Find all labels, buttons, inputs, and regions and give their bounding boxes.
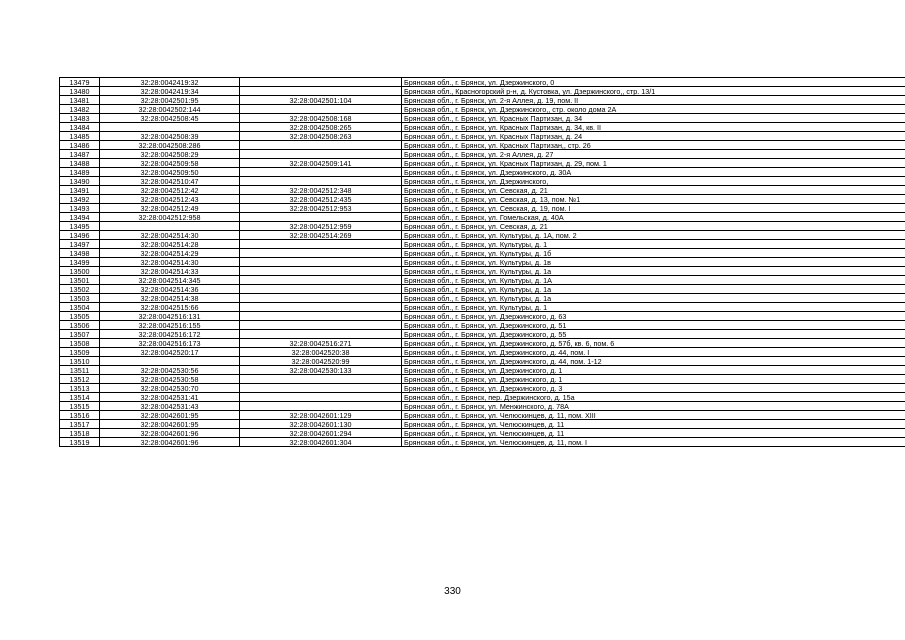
row-number-cell: 13499 <box>60 258 100 267</box>
row-number-cell: 13484 <box>60 123 100 132</box>
cadastral-number-cell: 32:28:0042515:66 <box>100 303 240 312</box>
row-number-cell: 13479 <box>60 78 100 87</box>
address-cell: Брянская обл., г. Брянск, ул. Культуры, д. 1 <box>402 240 905 249</box>
row-number-cell: 13515 <box>60 402 100 411</box>
cadastral-number-cell: 32:28:0042514:30 <box>100 258 240 267</box>
sub-object-number-cell: 32:28:0042512:348 <box>240 186 402 195</box>
cadastral-number-cell: 32:28:0042516:155 <box>100 321 240 330</box>
table-row <box>60 330 905 339</box>
row-number-cell: 13487 <box>60 150 100 159</box>
sub-object-number-cell: 32:28:0042516:271 <box>240 339 402 348</box>
address-cell: Брянская обл., г. Брянск, ул. Культуры, д. 1в <box>402 258 905 267</box>
row-number-cell: 13481 <box>60 96 100 105</box>
cadastral-number-cell: 32:28:0042514:38 <box>100 294 240 303</box>
table-row <box>60 132 905 141</box>
cadastral-number-cell: 32:28:0042512:958 <box>100 213 240 222</box>
address-cell: Брянская обл., г. Брянск, ул. Культуры, д. 1а <box>402 285 905 294</box>
sub-object-number-cell: 32:28:0042601:129 <box>240 411 402 420</box>
sub-object-number-cell <box>240 321 402 330</box>
row-number-cell: 13510 <box>60 357 100 366</box>
cadastral-number-cell: 32:28:0042520:17 <box>100 348 240 357</box>
cadastral-number-cell: 32:28:0042514:28 <box>100 240 240 249</box>
address-cell: Брянская обл., г. Брянск, ул. Дзержинского, д. 44, пом. 1-12 <box>402 357 905 366</box>
table-row <box>60 357 905 366</box>
cadastral-number-cell: 32:28:0042502:144 <box>100 105 240 114</box>
row-number-cell: 13508 <box>60 339 100 348</box>
row-number-cell: 13494 <box>60 213 100 222</box>
address-cell: Брянская обл., г. Брянск, ул. Севская, д. 21 <box>402 186 905 195</box>
address-cell: Брянская обл., г. Брянск, ул. Дзержинского, д. 44, пом. I <box>402 348 905 357</box>
cadastral-number-cell: 32:28:0042514:33 <box>100 267 240 276</box>
table-row <box>60 438 905 447</box>
address-cell: Брянская обл., г. Брянск, ул. Дзержинского, д. 63 <box>402 312 905 321</box>
cadastral-number-cell: 32:28:0042508:45 <box>100 114 240 123</box>
table-row <box>60 375 905 384</box>
sub-object-number-cell: 32:28:0042508:265 <box>240 123 402 132</box>
table-row <box>60 141 905 150</box>
address-cell: Брянская обл., г. Брянск, ул. Дзержинского, д. 55 <box>402 330 905 339</box>
address-cell: Брянская обл., г. Брянск, ул. Дзержинского, д. 1 <box>402 366 905 375</box>
table-row <box>60 159 905 168</box>
cadastral-number-cell: 32:28:0042601:95 <box>100 411 240 420</box>
row-number-cell: 13482 <box>60 105 100 114</box>
row-number-cell: 13505 <box>60 312 100 321</box>
address-cell: Брянская обл., г. Брянск, ул. Культуры, д. 1А, пом. 2 <box>402 231 905 240</box>
sub-object-number-cell <box>240 393 402 402</box>
row-number-cell: 13518 <box>60 429 100 438</box>
cadastral-number-cell: 32:28:0042516:131 <box>100 312 240 321</box>
sub-object-number-cell: 32:28:0042512:953 <box>240 204 402 213</box>
table-row <box>60 402 905 411</box>
sub-object-number-cell <box>240 249 402 258</box>
sub-object-number-cell <box>240 78 402 87</box>
sub-object-number-cell <box>240 240 402 249</box>
sub-object-number-cell <box>240 330 402 339</box>
table-row <box>60 177 905 186</box>
table-row <box>60 393 905 402</box>
row-number-cell: 13502 <box>60 285 100 294</box>
address-cell: Брянская обл., г. Брянск, ул. Красных Партизан, д. 29, пом. 1 <box>402 159 905 168</box>
table-row <box>60 96 905 105</box>
sub-object-number-cell: 32:28:0042514:269 <box>240 231 402 240</box>
sub-object-number-cell <box>240 312 402 321</box>
registry-table <box>59 77 905 447</box>
table-row <box>60 204 905 213</box>
cadastral-number-cell: 32:28:0042501:95 <box>100 96 240 105</box>
table-row <box>60 240 905 249</box>
address-cell: Брянская обл., г. Брянск, ул. Красных Партизан, д. 24 <box>402 132 905 141</box>
cadastral-number-cell: 32:28:0042514:29 <box>100 249 240 258</box>
cadastral-number-cell <box>100 222 240 231</box>
address-cell: Брянская обл., г. Брянск, ул. Культуры, д. 1а <box>402 267 905 276</box>
table-row <box>60 195 905 204</box>
table-row <box>60 339 905 348</box>
address-cell: Брянская обл., г. Брянск, ул. Дзержинского, 0 <box>402 78 905 87</box>
table-row <box>60 420 905 429</box>
row-number-cell: 13496 <box>60 231 100 240</box>
address-cell: Брянская обл., г. Брянск, ул. Дзержинского, <box>402 177 905 186</box>
sub-object-number-cell: 32:28:0042512:959 <box>240 222 402 231</box>
address-cell: Брянская обл., г. Брянск, ул. Севская, д. 21 <box>402 222 905 231</box>
sub-object-number-cell <box>240 384 402 393</box>
cadastral-number-cell: 32:28:0042508:39 <box>100 132 240 141</box>
sub-object-number-cell: 32:28:0042509:141 <box>240 159 402 168</box>
sub-object-number-cell <box>240 375 402 384</box>
cadastral-number-cell: 32:28:0042510:47 <box>100 177 240 186</box>
table-row <box>60 222 905 231</box>
sub-object-number-cell <box>240 213 402 222</box>
sub-object-number-cell <box>240 168 402 177</box>
address-cell: Брянская обл., г. Брянск, ул. Дзержинского, д. 3 <box>402 384 905 393</box>
table-row <box>60 303 905 312</box>
row-number-cell: 13486 <box>60 141 100 150</box>
sub-object-number-cell: 32:28:0042508:168 <box>240 114 402 123</box>
row-number-cell: 13485 <box>60 132 100 141</box>
table-row <box>60 267 905 276</box>
address-cell: Брянская обл., Красногорский р-н, д. Кустовка, ул. Дзержинского,, стр. 13/1 <box>402 87 905 96</box>
address-cell: Брянская обл., г. Брянск, ул. 2-я Аллея, д. 19, пом. II <box>402 96 905 105</box>
row-number-cell: 13489 <box>60 168 100 177</box>
row-number-cell: 13480 <box>60 87 100 96</box>
address-cell: Брянская обл., г. Брянск, ул. Севская, д. 19, пом. I <box>402 204 905 213</box>
cadastral-number-cell: 32:28:0042514:345 <box>100 276 240 285</box>
address-cell: Брянская обл., г. Брянск, ул. Культуры, д. 1б <box>402 249 905 258</box>
sub-object-number-cell: 32:28:0042512:435 <box>240 195 402 204</box>
address-cell: Брянская обл., г. Брянск, ул. Дзержинского,, стр. около дома 2А <box>402 105 905 114</box>
cadastral-number-cell: 32:28:0042516:172 <box>100 330 240 339</box>
address-cell: Брянская обл., г. Брянск, ул. Красных Партизан, д. 34 <box>402 114 905 123</box>
sub-object-number-cell <box>240 294 402 303</box>
sub-object-number-cell: 32:28:0042601:294 <box>240 429 402 438</box>
sub-object-number-cell <box>240 150 402 159</box>
table-row <box>60 321 905 330</box>
cadastral-number-cell: 32:28:0042530:58 <box>100 375 240 384</box>
row-number-cell: 13492 <box>60 195 100 204</box>
address-cell: Брянская обл., г. Брянск, ул. Челюскинцев, д. 11 <box>402 420 905 429</box>
row-number-cell: 13503 <box>60 294 100 303</box>
cadastral-number-cell: 32:28:0042419:34 <box>100 87 240 96</box>
table-row <box>60 285 905 294</box>
cadastral-number-cell: 32:28:0042530:70 <box>100 384 240 393</box>
row-number-cell: 13491 <box>60 186 100 195</box>
cadastral-number-cell: 32:28:0042530:56 <box>100 366 240 375</box>
sub-object-number-cell <box>240 402 402 411</box>
address-cell: Брянская обл., г. Брянск, ул. Дзержинского, д. 30А <box>402 168 905 177</box>
sub-object-number-cell <box>240 87 402 96</box>
table-row <box>60 114 905 123</box>
row-number-cell: 13512 <box>60 375 100 384</box>
address-cell: Брянская обл., г. Брянск, ул. Севская, д. 13, пом. №1 <box>402 195 905 204</box>
table-row <box>60 276 905 285</box>
table-row <box>60 366 905 375</box>
row-number-cell: 13497 <box>60 240 100 249</box>
cadastral-number-cell: 32:28:0042514:36 <box>100 285 240 294</box>
table-row <box>60 213 905 222</box>
table-row <box>60 105 905 114</box>
cadastral-number-cell: 32:28:0042509:58 <box>100 159 240 168</box>
table-row <box>60 258 905 267</box>
table-row <box>60 78 905 87</box>
sub-object-number-cell: 32:28:0042530:133 <box>240 366 402 375</box>
sub-object-number-cell: 32:28:0042501:104 <box>240 96 402 105</box>
address-cell: Брянская обл., г. Брянск, ул. Дзержинского, д. 51 <box>402 321 905 330</box>
table-row <box>60 429 905 438</box>
row-number-cell: 13488 <box>60 159 100 168</box>
table-row <box>60 87 905 96</box>
table-row <box>60 123 905 132</box>
cadastral-number-cell: 32:28:0042508:286 <box>100 141 240 150</box>
table-row <box>60 348 905 357</box>
sub-object-number-cell: 32:28:0042601:130 <box>240 420 402 429</box>
sub-object-number-cell: 32:28:0042601:304 <box>240 438 402 447</box>
table-row <box>60 231 905 240</box>
address-cell: Брянская обл., г. Брянск, ул. Красных Партизан, д. 34, кв. II <box>402 123 905 132</box>
cadastral-number-cell: 32:28:0042531:43 <box>100 402 240 411</box>
registry-table-body <box>60 78 905 447</box>
row-number-cell: 13519 <box>60 438 100 447</box>
sub-object-number-cell <box>240 267 402 276</box>
row-number-cell: 13504 <box>60 303 100 312</box>
sub-object-number-cell: 32:28:0042508:263 <box>240 132 402 141</box>
cadastral-number-cell: 32:28:0042514:30 <box>100 231 240 240</box>
address-cell: Брянская обл., г. Брянск, пер. Дзержинского, д. 15а <box>402 393 905 402</box>
cadastral-number-cell: 32:28:0042512:42 <box>100 186 240 195</box>
cadastral-number-cell: 32:28:0042509:50 <box>100 168 240 177</box>
table-row <box>60 249 905 258</box>
address-cell: Брянская обл., г. Брянск, ул. Менжинского, д. 78А <box>402 402 905 411</box>
cadastral-number-cell: 32:28:0042419:32 <box>100 78 240 87</box>
sub-object-number-cell <box>240 141 402 150</box>
cadastral-number-cell: 32:28:0042508:29 <box>100 150 240 159</box>
table-row <box>60 411 905 420</box>
cadastral-number-cell <box>100 357 240 366</box>
sub-object-number-cell <box>240 276 402 285</box>
table-row <box>60 150 905 159</box>
sub-object-number-cell <box>240 285 402 294</box>
row-number-cell: 13507 <box>60 330 100 339</box>
address-cell: Брянская обл., г. Брянск, ул. Культуры, д. 1А <box>402 276 905 285</box>
address-cell: Брянская обл., г. Брянск, ул. Красных Партизан,, стр. 26 <box>402 141 905 150</box>
table-row <box>60 186 905 195</box>
row-number-cell: 13511 <box>60 366 100 375</box>
address-cell: Брянская обл., г. Брянск, ул. 2-я Аллея, д. 27 <box>402 150 905 159</box>
row-number-cell: 13495 <box>60 222 100 231</box>
sub-object-number-cell <box>240 303 402 312</box>
row-number-cell: 13513 <box>60 384 100 393</box>
row-number-cell: 13501 <box>60 276 100 285</box>
row-number-cell: 13483 <box>60 114 100 123</box>
address-cell: Брянская обл., г. Брянск, ул. Дзержинского, д. 57б, кв. 6, пом. 6 <box>402 339 905 348</box>
table-row <box>60 312 905 321</box>
cadastral-number-cell: 32:28:0042531:41 <box>100 393 240 402</box>
row-number-cell: 13516 <box>60 411 100 420</box>
cadastral-number-cell: 32:28:0042512:43 <box>100 195 240 204</box>
address-cell: Брянская обл., г. Брянск, ул. Челюскинцев, д. 11, пом. XIII <box>402 411 905 420</box>
row-number-cell: 13490 <box>60 177 100 186</box>
address-cell: Брянская обл., г. Брянск, ул. Культуры, д. 1 <box>402 303 905 312</box>
table-row <box>60 168 905 177</box>
cadastral-number-cell <box>100 123 240 132</box>
row-number-cell: 13493 <box>60 204 100 213</box>
address-cell: Брянская обл., г. Брянск, ул. Челюскинцев, д. 11 <box>402 429 905 438</box>
cadastral-number-cell: 32:28:0042601:96 <box>100 438 240 447</box>
address-cell: Брянская обл., г. Брянск, ул. Дзержинского, д. 1 <box>402 375 905 384</box>
cadastral-number-cell: 32:28:0042601:96 <box>100 429 240 438</box>
page-number: 330 <box>444 586 461 597</box>
row-number-cell: 13517 <box>60 420 100 429</box>
row-number-cell: 13500 <box>60 267 100 276</box>
address-cell: Брянская обл., г. Брянск, ул. Челюскинцев, д. 11, пом. I <box>402 438 905 447</box>
row-number-cell: 13506 <box>60 321 100 330</box>
sub-object-number-cell <box>240 105 402 114</box>
row-number-cell: 13498 <box>60 249 100 258</box>
cadastral-number-cell: 32:28:0042601:95 <box>100 420 240 429</box>
sub-object-number-cell: 32:28:0042520:99 <box>240 357 402 366</box>
table-row <box>60 294 905 303</box>
row-number-cell: 13514 <box>60 393 100 402</box>
cadastral-number-cell: 32:28:0042512:49 <box>100 204 240 213</box>
address-cell: Брянская обл., г. Брянск, ул. Гомельская, д. 40А <box>402 213 905 222</box>
table-row <box>60 384 905 393</box>
sub-object-number-cell <box>240 177 402 186</box>
sub-object-number-cell: 32:28:0042520:38 <box>240 348 402 357</box>
sub-object-number-cell <box>240 258 402 267</box>
address-cell: Брянская обл., г. Брянск, ул. Культуры, д. 1а <box>402 294 905 303</box>
row-number-cell: 13509 <box>60 348 100 357</box>
cadastral-number-cell: 32:28:0042516:173 <box>100 339 240 348</box>
